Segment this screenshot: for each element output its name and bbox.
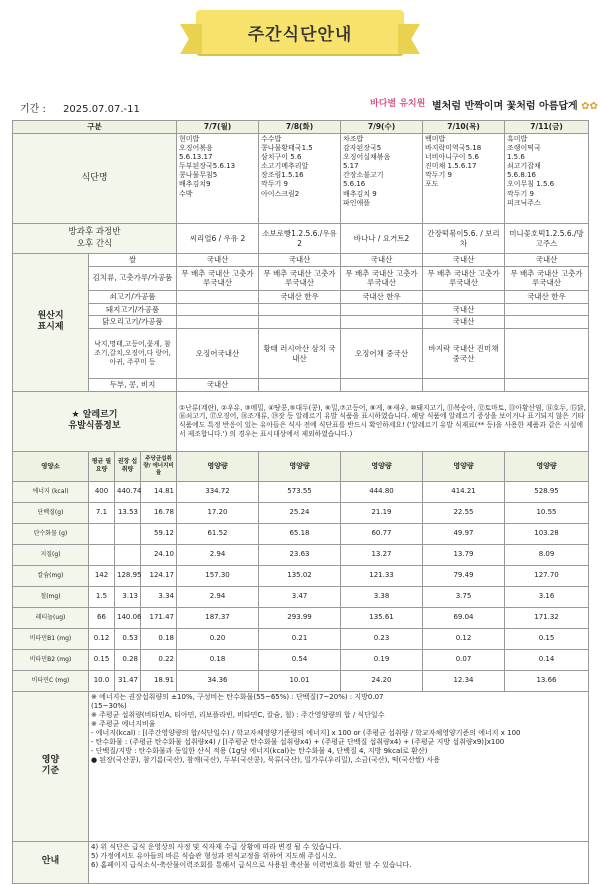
origin-cell <box>177 303 259 316</box>
period <box>20 100 140 115</box>
origin-cell <box>341 379 423 392</box>
daily-amount: 0.18 <box>177 649 259 670</box>
nutrient-name: 철(mg) <box>13 586 89 607</box>
origin-cell <box>177 290 259 303</box>
avg-need: 7.1 <box>89 502 115 523</box>
nutrition-header: 평균 필요량 <box>89 451 115 481</box>
daily-amount: 79.49 <box>423 565 505 586</box>
daily-amount: 24.20 <box>341 670 423 691</box>
notice-notes: 4) 위 식단은 급식 운영상의 사정 및 식자재 수급 상황에 따라 변경 될 수 있습니다. 5) 가정에서도 유아들의 바른 식습관 형성과 편식교정을 위하여 지도해 주십시오. 6) 홈페이지 급식소식-축산물이력조회를 통해서 급식으로 사용된 축산물 이력번호를 확인 할 수 있습니다. <box>89 841 589 883</box>
origin-item: 쇠고기/가공품 <box>89 290 177 303</box>
daily-amount: 157.30 <box>177 565 259 586</box>
daily-amount: 8.09 <box>505 544 589 565</box>
daily-amount: 22.55 <box>423 502 505 523</box>
origin-cell: 무 배추 국내산 고춧가루국내산 <box>259 266 341 290</box>
meal-cell-tue: 수수밥 콩나물황태국1.5 삼치구이 5.6 소고기메추리알 장조림1.5.16 깍두기 9 아이스크림2 <box>259 134 341 224</box>
recommended-intake: 140.06 <box>115 607 141 628</box>
recommended-intake: 0.53 <box>115 628 141 649</box>
daily-amount: 60.77 <box>341 523 423 544</box>
weekly-avg: 124.17 <box>141 565 177 586</box>
origin-cell <box>177 316 259 329</box>
origin-item: 돼지고기/가공품 <box>89 303 177 316</box>
origin-cell: 국내산 <box>505 254 589 267</box>
avg-need: 400 <box>89 481 115 502</box>
origin-cell: 오징어국내산 <box>177 329 259 379</box>
origin-cell: 무 배추 국내산 고춧가루국내산 <box>177 266 259 290</box>
nutrition-header: 영양량 <box>423 451 505 481</box>
origin-item: 김치류, 고춧가루/가공품 <box>89 266 177 290</box>
weekly-avg: 0.22 <box>141 649 177 670</box>
weekly-avg: 24.10 <box>141 544 177 565</box>
allergy-label: ★ 알레르기 유발식품정보 <box>13 391 177 451</box>
nutrition-header: 영양량 <box>341 451 423 481</box>
slogan-text: 별처럼 반짝이며 꽃처럼 아름답게 <box>432 101 578 112</box>
daily-amount: 135.02 <box>259 565 341 586</box>
nutrient-name: 탄수화물 (g) <box>13 523 89 544</box>
daily-amount: 171.32 <box>505 607 589 628</box>
origin-cell <box>505 379 589 392</box>
origin-cell: 국내산 한우 <box>259 290 341 303</box>
snack-cell: 바나나 / 요거트2 <box>341 224 423 254</box>
recommended-intake: 3.13 <box>115 586 141 607</box>
origin-cell: 무 배추 국내산 고춧가루국내산 <box>423 266 505 290</box>
daily-amount: 25.24 <box>259 502 341 523</box>
daily-amount: 0.12 <box>423 628 505 649</box>
day-header: 7/7(월) <box>177 121 259 134</box>
nutrition-header: 영양량 <box>259 451 341 481</box>
daily-amount: 2.94 <box>177 544 259 565</box>
nutrition-row <box>13 565 589 586</box>
nutrition-row <box>13 670 589 691</box>
meal-cell-fri: 흑미밥 조랭이떡국 1.5.6 쇠고기잡채 5.6.8.16 오이무침 1.5.6 깍두기 9 피크닉주스 <box>505 134 589 224</box>
origin-item: 낙지,명태,고등어,꽃게, 참조기,갈치,오징어,다 랑어,아귀, 주꾸미 등 <box>89 329 177 379</box>
origin-label: 원산지 표시제 <box>13 254 89 392</box>
recommended-intake: 128.95 <box>115 565 141 586</box>
origin-cell: 국내산 <box>423 316 505 329</box>
daily-amount: 0.54 <box>259 649 341 670</box>
recommended-intake: 13.53 <box>115 502 141 523</box>
recommended-intake <box>115 544 141 565</box>
avg-need: 1.5 <box>89 586 115 607</box>
day-header: 7/8(화) <box>259 121 341 134</box>
title-banner <box>196 10 404 54</box>
snack-cell: 간장떡볶이5.6. / 보리차 <box>423 224 505 254</box>
avg-need: 0.15 <box>89 649 115 670</box>
origin-cell <box>505 303 589 316</box>
daily-amount: 187.37 <box>177 607 259 628</box>
origin-cell: 국내산 <box>259 254 341 267</box>
daily-amount: 13.66 <box>505 670 589 691</box>
meal-label: 식단명 <box>13 134 177 224</box>
daily-amount: 13.79 <box>423 544 505 565</box>
weekly-avg: 18.91 <box>141 670 177 691</box>
origin-cell <box>259 316 341 329</box>
nutrient-name: 단백질(g) <box>13 502 89 523</box>
page-title: 주간식단안내 <box>247 25 353 45</box>
weekly-avg: 16.78 <box>141 502 177 523</box>
daily-amount: 3.75 <box>423 586 505 607</box>
avg-need: 66 <box>89 607 115 628</box>
origin-item: 닭오리고기/가공품 <box>89 316 177 329</box>
nutrition-row <box>13 523 589 544</box>
daily-amount: 69.04 <box>423 607 505 628</box>
origin-cell: 바지락 국내산 진미채 중국산 <box>423 329 505 379</box>
origin-cell: 무 배추 국내산 고춧가루국내산 <box>505 266 589 290</box>
daily-amount: 573.55 <box>259 481 341 502</box>
standard-label: 영양 기준 <box>13 691 89 841</box>
daily-amount: 12.34 <box>423 670 505 691</box>
daily-amount: 121.33 <box>341 565 423 586</box>
avg-need <box>89 523 115 544</box>
origin-cell <box>505 329 589 379</box>
daily-amount: 0.15 <box>505 628 589 649</box>
daily-amount: 0.23 <box>341 628 423 649</box>
nutrition-row <box>13 586 589 607</box>
weekly-avg: 59.12 <box>141 523 177 544</box>
nutrition-header: 영양량 <box>505 451 589 481</box>
origin-cell: 국내산 <box>341 254 423 267</box>
origin-cell <box>505 316 589 329</box>
origin-cell: 무 배추 국내산 고춧가루국내산 <box>341 266 423 290</box>
recommended-intake: 31.47 <box>115 670 141 691</box>
nutrient-name: 칼슘(mg) <box>13 565 89 586</box>
nutrition-row <box>13 502 589 523</box>
origin-cell <box>259 379 341 392</box>
nutrition-header: 권장 섭취량 <box>115 451 141 481</box>
kindergarten-logo: 바다별 유치원 <box>370 99 426 109</box>
daily-amount: 103.28 <box>505 523 589 544</box>
daily-amount: 334.72 <box>177 481 259 502</box>
standard-notes: ※ 에너지는 권장섭취량의 ±10%, 구성비는 탄수화물(55~65%) : 단백질(7~20%) : 지방0.07 (15~30%) ※ 주평균 섭취량(비타민A, 티아민, 리보플라빈, 비타민C, 칼슘, 철) : 주간영양량의 합 / 식단일수 ※ 주평균 에너지비율 - 에너지(kcal) : [(주간영양량의 합/식단일수) / 학교자체영양기준량의 에너지] x 100 or (주평균 섭취량 / 학교자체영양기준의 에너지 x 100 - 탄수화물 : (주평균 탄수화물 섭취량x4) / [(주평균 탄수화물 섭취량x4) + (주평균 단백질 섭취량x4) + (주평균 지방 섭취량x9)]x100 - 단백질/지방 : 탄수화물과 동일한 산식 적용 (1g당 에너지(kcal)는 탄수화물 4, 단백질 4, 지방 9kcal로 환산) ● 된장(국산콩), 참기름(국산), 참깨(국산), 두부(국산콩), 묵류(국산), 밀가루(우리밀), 소금(국산), 떡(국산쌀) 사용 <box>89 691 589 841</box>
nutrient-name: 에너지 (kcal) <box>13 481 89 502</box>
nutrition-row <box>13 607 589 628</box>
flower-icon: ✿✿ <box>581 101 598 112</box>
daily-amount: 414.21 <box>423 481 505 502</box>
snack-cell: 미니꽃호떡1.2.5.6./망고주스 <box>505 224 589 254</box>
weekly-avg: 171.47 <box>141 607 177 628</box>
nutrition-header: 주당균섭취량/ 에너지비율 <box>141 451 177 481</box>
daily-amount: 135.61 <box>341 607 423 628</box>
day-header: 7/11(금) <box>505 121 589 134</box>
origin-cell: 국내산 <box>177 254 259 267</box>
daily-amount: 65.18 <box>259 523 341 544</box>
origin-cell <box>423 379 505 392</box>
origin-cell: 국내산 <box>423 303 505 316</box>
daily-amount: 0.21 <box>259 628 341 649</box>
period-label: 기간 : <box>20 104 46 115</box>
snack-label: 방과후 과정반 오후 간식 <box>13 224 177 254</box>
daily-amount: 0.14 <box>505 649 589 670</box>
daily-amount: 528.95 <box>505 481 589 502</box>
allergy-text: ①난류(계란), ②우유, ③메밀, ④땅콩,⑤대두(콩), ⑥밀,⑦고등어, ⑧게, ⑨새우, ⑩돼지고기, ⑪복숭아, ⑫토마토, ⑬아황산염, ⑭호두, ⑮닭, ⑯쇠고기, ⑰오징어, ⑱조개류, ⑲잣 등 알레르기 유발 식품을 표시하였습니다. 해당 식품에 알레르기 증상을 보이거나 표기되지 않은 기타 식품에도 특정 반응이 있는 유아들은 식사 전에 식단표를 반드시 확인하세요! ('알레르기 유발 식재료(** 등)을 사용한 제품과 같은 시설에서 제조합니다.') 의 경우는 표시대상에서 제외하였습니다.) <box>177 391 589 451</box>
daily-amount: 13.27 <box>341 544 423 565</box>
origin-cell: 국내산 한우 <box>341 290 423 303</box>
origin-cell: 국내산 <box>423 254 505 267</box>
daily-amount: 0.20 <box>177 628 259 649</box>
nutrient-name: 비타민C (mg) <box>13 670 89 691</box>
origin-cell: 국내산 <box>177 379 259 392</box>
daily-amount: 23.63 <box>259 544 341 565</box>
nutrient-name: 비타민B2 (mg) <box>13 649 89 670</box>
daily-amount: 127.70 <box>505 565 589 586</box>
origin-cell <box>423 290 505 303</box>
col-header: 구분 <box>13 121 177 134</box>
origin-cell <box>341 303 423 316</box>
recommended-intake: 440.74 <box>115 481 141 502</box>
daily-amount: 444.80 <box>341 481 423 502</box>
daily-amount: 10.01 <box>259 670 341 691</box>
meal-cell-mon: 현미밥 오징어볶음 5.6.13.17 두부된장국5.6.13 콩나물무침5 배추김치9 수박 <box>177 134 259 224</box>
origin-item: 두부, 콩, 비지 <box>89 379 177 392</box>
nutrient-name: 지질(g) <box>13 544 89 565</box>
daily-amount: 3.38 <box>341 586 423 607</box>
daily-amount: 0.19 <box>341 649 423 670</box>
nutrient-name: 비타민B1 (mg) <box>13 628 89 649</box>
daily-amount: 34.36 <box>177 670 259 691</box>
origin-cell <box>259 303 341 316</box>
nutrition-row <box>13 544 589 565</box>
day-header: 7/9(수) <box>341 121 423 134</box>
daily-amount: 293.99 <box>259 607 341 628</box>
menu-table <box>12 120 589 884</box>
meal-cell-thu: 백미밥 바지락미역국5.18 너비아니구이 5.6 진미채 1.5.6.17 깍두기 9 포도 <box>423 134 505 224</box>
origin-cell: 국내산 한우 <box>505 290 589 303</box>
notice-label: 안내 <box>13 841 89 883</box>
avg-need <box>89 544 115 565</box>
nutrition-row <box>13 649 589 670</box>
daily-amount: 49.97 <box>423 523 505 544</box>
daily-amount: 0.07 <box>423 649 505 670</box>
snack-cell: 씨리얼6 / 우유 2 <box>177 224 259 254</box>
origin-cell: 황태 러시아산 삼치 국내산 <box>259 329 341 379</box>
day-header: 7/10(목) <box>423 121 505 134</box>
recommended-intake <box>115 523 141 544</box>
weekly-avg: 3.34 <box>141 586 177 607</box>
slogan <box>432 97 598 112</box>
daily-amount: 21.19 <box>341 502 423 523</box>
weekly-avg: 14.81 <box>141 481 177 502</box>
origin-cell: 오징어채 중국산 <box>341 329 423 379</box>
nutrition-header: 영양량 <box>177 451 259 481</box>
nutrient-name: 레티놀(ug) <box>13 607 89 628</box>
daily-amount: 2.94 <box>177 586 259 607</box>
daily-amount: 17.20 <box>177 502 259 523</box>
daily-amount: 10.55 <box>505 502 589 523</box>
origin-cell <box>341 316 423 329</box>
origin-item: 쌀 <box>89 254 177 267</box>
snack-cell: 소보로빵1.2.5.6./우유2 <box>259 224 341 254</box>
avg-need: 142 <box>89 565 115 586</box>
daily-amount: 61.52 <box>177 523 259 544</box>
nutrition-row <box>13 481 589 502</box>
daily-amount: 3.16 <box>505 586 589 607</box>
period-value: 2025.07.07.-11 <box>63 104 140 115</box>
avg-need: 10.0 <box>89 670 115 691</box>
avg-need: 0.12 <box>89 628 115 649</box>
recommended-intake: 0.28 <box>115 649 141 670</box>
daily-amount: 3.47 <box>259 586 341 607</box>
nutrition-row <box>13 628 589 649</box>
meal-cell-wed: 차조밥 감자된장국5 오징어실채볶음 5.17 간장소불고기 5.6.16 배추김치 9 파인애플 <box>341 134 423 224</box>
weekly-avg: 0.18 <box>141 628 177 649</box>
nutrition-header: 영양소 <box>13 451 89 481</box>
